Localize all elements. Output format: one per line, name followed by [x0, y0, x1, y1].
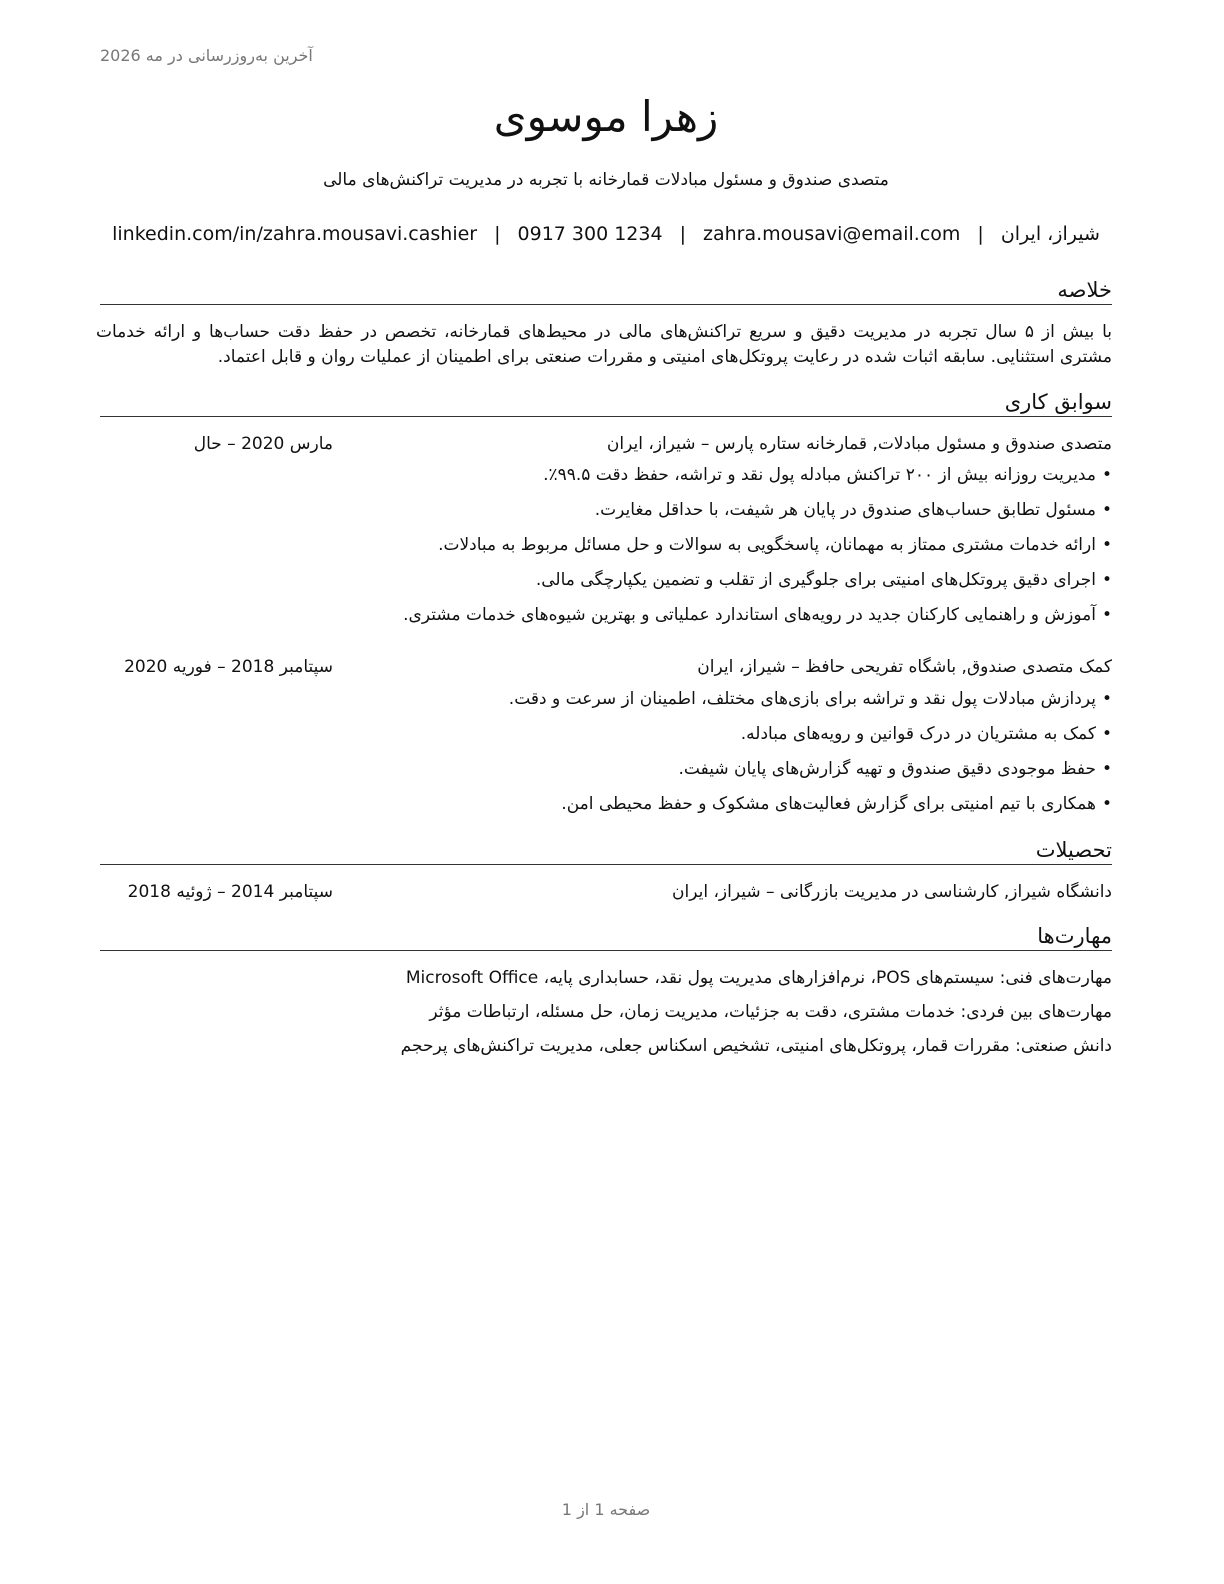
bullet-icon: •: [1101, 605, 1112, 625]
job-dates: مارس 2020 – حال: [193, 434, 333, 454]
contact-linkedin[interactable]: linkedin.com/in/zahra.mousavi.cashier: [112, 223, 478, 245]
resume-page: [96, 0, 1112, 1584]
bullet-text: پردازش مبادلات پول نقد و تراشه برای بازی‌های مختلف، اطمینان از سرعت و دقت.: [508, 689, 1096, 709]
job-header: [100, 654, 1112, 680]
education-heading: تحصیلات: [100, 836, 1112, 865]
bullet-text: ارائه خدمات مشتری ممتاز به مهمانان، پاسخگویی به سوالات و حل مسائل مربوط به مبادلات.: [438, 535, 1096, 555]
contact-separator: |: [679, 223, 686, 245]
job-title: کمک متصدی صندوق, باشگاه تفریحی حافظ – شیراز، ایران: [697, 657, 1112, 677]
contact-line: [100, 223, 1112, 245]
contact-separator: |: [977, 223, 984, 245]
bullet-text: اجرای دقیق پروتکل‌های امنیتی برای جلوگیری از تقلب و تضمین یکپارچگی مالی.: [535, 570, 1096, 590]
bullet-text: همکاری با تیم امنیتی برای گزارش فعالیت‌های مشکوک و حفظ محیطی امن.: [561, 794, 1096, 814]
bullet-icon: •: [1101, 724, 1112, 744]
bullet-icon: •: [1101, 759, 1112, 779]
skills-heading: مهارت‌ها: [100, 922, 1112, 951]
bullet-icon: •: [1101, 535, 1112, 555]
bullet-icon: •: [1101, 500, 1112, 520]
contact-separator: |: [494, 223, 501, 245]
tagline: متصدی صندوق و مسئول مبادلات قمارخانه با تجربه در مدیریت تراکنش‌های مالی: [323, 170, 889, 190]
bullet-icon: •: [1101, 465, 1112, 485]
skills-list: [100, 965, 1112, 1067]
job-header: [100, 431, 1112, 457]
bullet-item: [100, 721, 1112, 756]
skills-line-interpersonal: مهارت‌های بین فردی: خدمات مشتری، دقت به جزئیات، مدیریت زمان، حل مسئله، ارتباطات مؤثر: [429, 1002, 1112, 1022]
bullet-item: [100, 756, 1112, 791]
bullet-item: [100, 791, 1112, 826]
bullet-item: [100, 462, 1112, 497]
job-bullets: [100, 462, 1112, 637]
bullet-item: [100, 532, 1112, 567]
education-entry: [100, 879, 1112, 905]
bullet-icon: •: [1101, 570, 1112, 590]
experience-heading: سوابق کاری: [100, 388, 1112, 417]
bullet-item: [100, 497, 1112, 532]
bullet-item: [100, 602, 1112, 637]
skills-line-technical: مهارت‌های فنی: سیستم‌های POS، نرم‌افزارهای مدیریت پول نقد، حسابداری پایه، Microsoft Office: [405, 968, 1112, 988]
job-dates: سپتامبر 2018 – فوریه 2020: [124, 657, 333, 677]
last-updated: آخرین به‌روزرسانی در مه 2026: [100, 46, 313, 65]
education-dates: سپتامبر 2014 – ژوئیه 2018: [127, 882, 333, 902]
contact-location: شیراز، ایران: [1000, 223, 1100, 245]
contact-phone[interactable]: 0917 300 1234: [517, 223, 663, 245]
candidate-name: زهرا موسوی: [493, 92, 719, 141]
job-title: متصدی صندوق و مسئول مبادلات, قمارخانه ستاره پارس – شیراز، ایران: [606, 434, 1112, 454]
bullet-item: [100, 567, 1112, 602]
summary-heading: خلاصه: [100, 276, 1112, 305]
bullet-text: کمک به مشتریان در درک قوانین و رویه‌های مبادله.: [740, 724, 1096, 744]
summary-text: با بیش از ۵ سال تجربه در مدیریت دقیق و سریع تراکنش‌های مالی در محیط‌های قمارخانه، تخصص در حفظ دقت حساب‌ها و ارائه خدمات مشتری استثنایی. سابقه اثبات شده در رعایت پروتکل‌های امنیتی و مقررات صنعتی برای اطمینان از عملیات روان و قابل اعتماد.: [96, 322, 1112, 367]
bullet-icon: •: [1101, 689, 1112, 709]
bullet-item: [100, 686, 1112, 721]
page-number: صفحه 1 از 1: [561, 1500, 651, 1519]
bullet-text: آموزش و راهنمایی کارکنان جدید در رویه‌های استاندارد عملیاتی و بهترین شیوه‌های خدمات مشتری.: [403, 605, 1096, 625]
bullet-text: مدیریت روزانه بیش از ۲۰۰ تراکنش مبادله پول نقد و تراشه، حفظ دقت ۹۹.۵٪.: [543, 465, 1096, 485]
education-degree: دانشگاه شیراز, کارشناسی در مدیریت بازرگانی – شیراز، ایران: [672, 882, 1112, 902]
job-bullets: [100, 686, 1112, 826]
bullet-text: مسئول تطابق حساب‌های صندوق در پایان هر شیفت، با حداقل مغایرت.: [594, 500, 1096, 520]
contact-email[interactable]: zahra.mousavi@email.com: [702, 223, 961, 245]
bullet-icon: •: [1101, 794, 1112, 814]
bullet-text: حفظ موجودی دقیق صندوق و تهیه گزارش‌های پایان شیفت.: [678, 759, 1096, 779]
skills-line-industry: دانش صنعتی: مقررات قمار، پروتکل‌های امنیتی، تشخیص اسکناس جعلی، مدیریت تراکنش‌های پرحجم: [400, 1036, 1112, 1056]
